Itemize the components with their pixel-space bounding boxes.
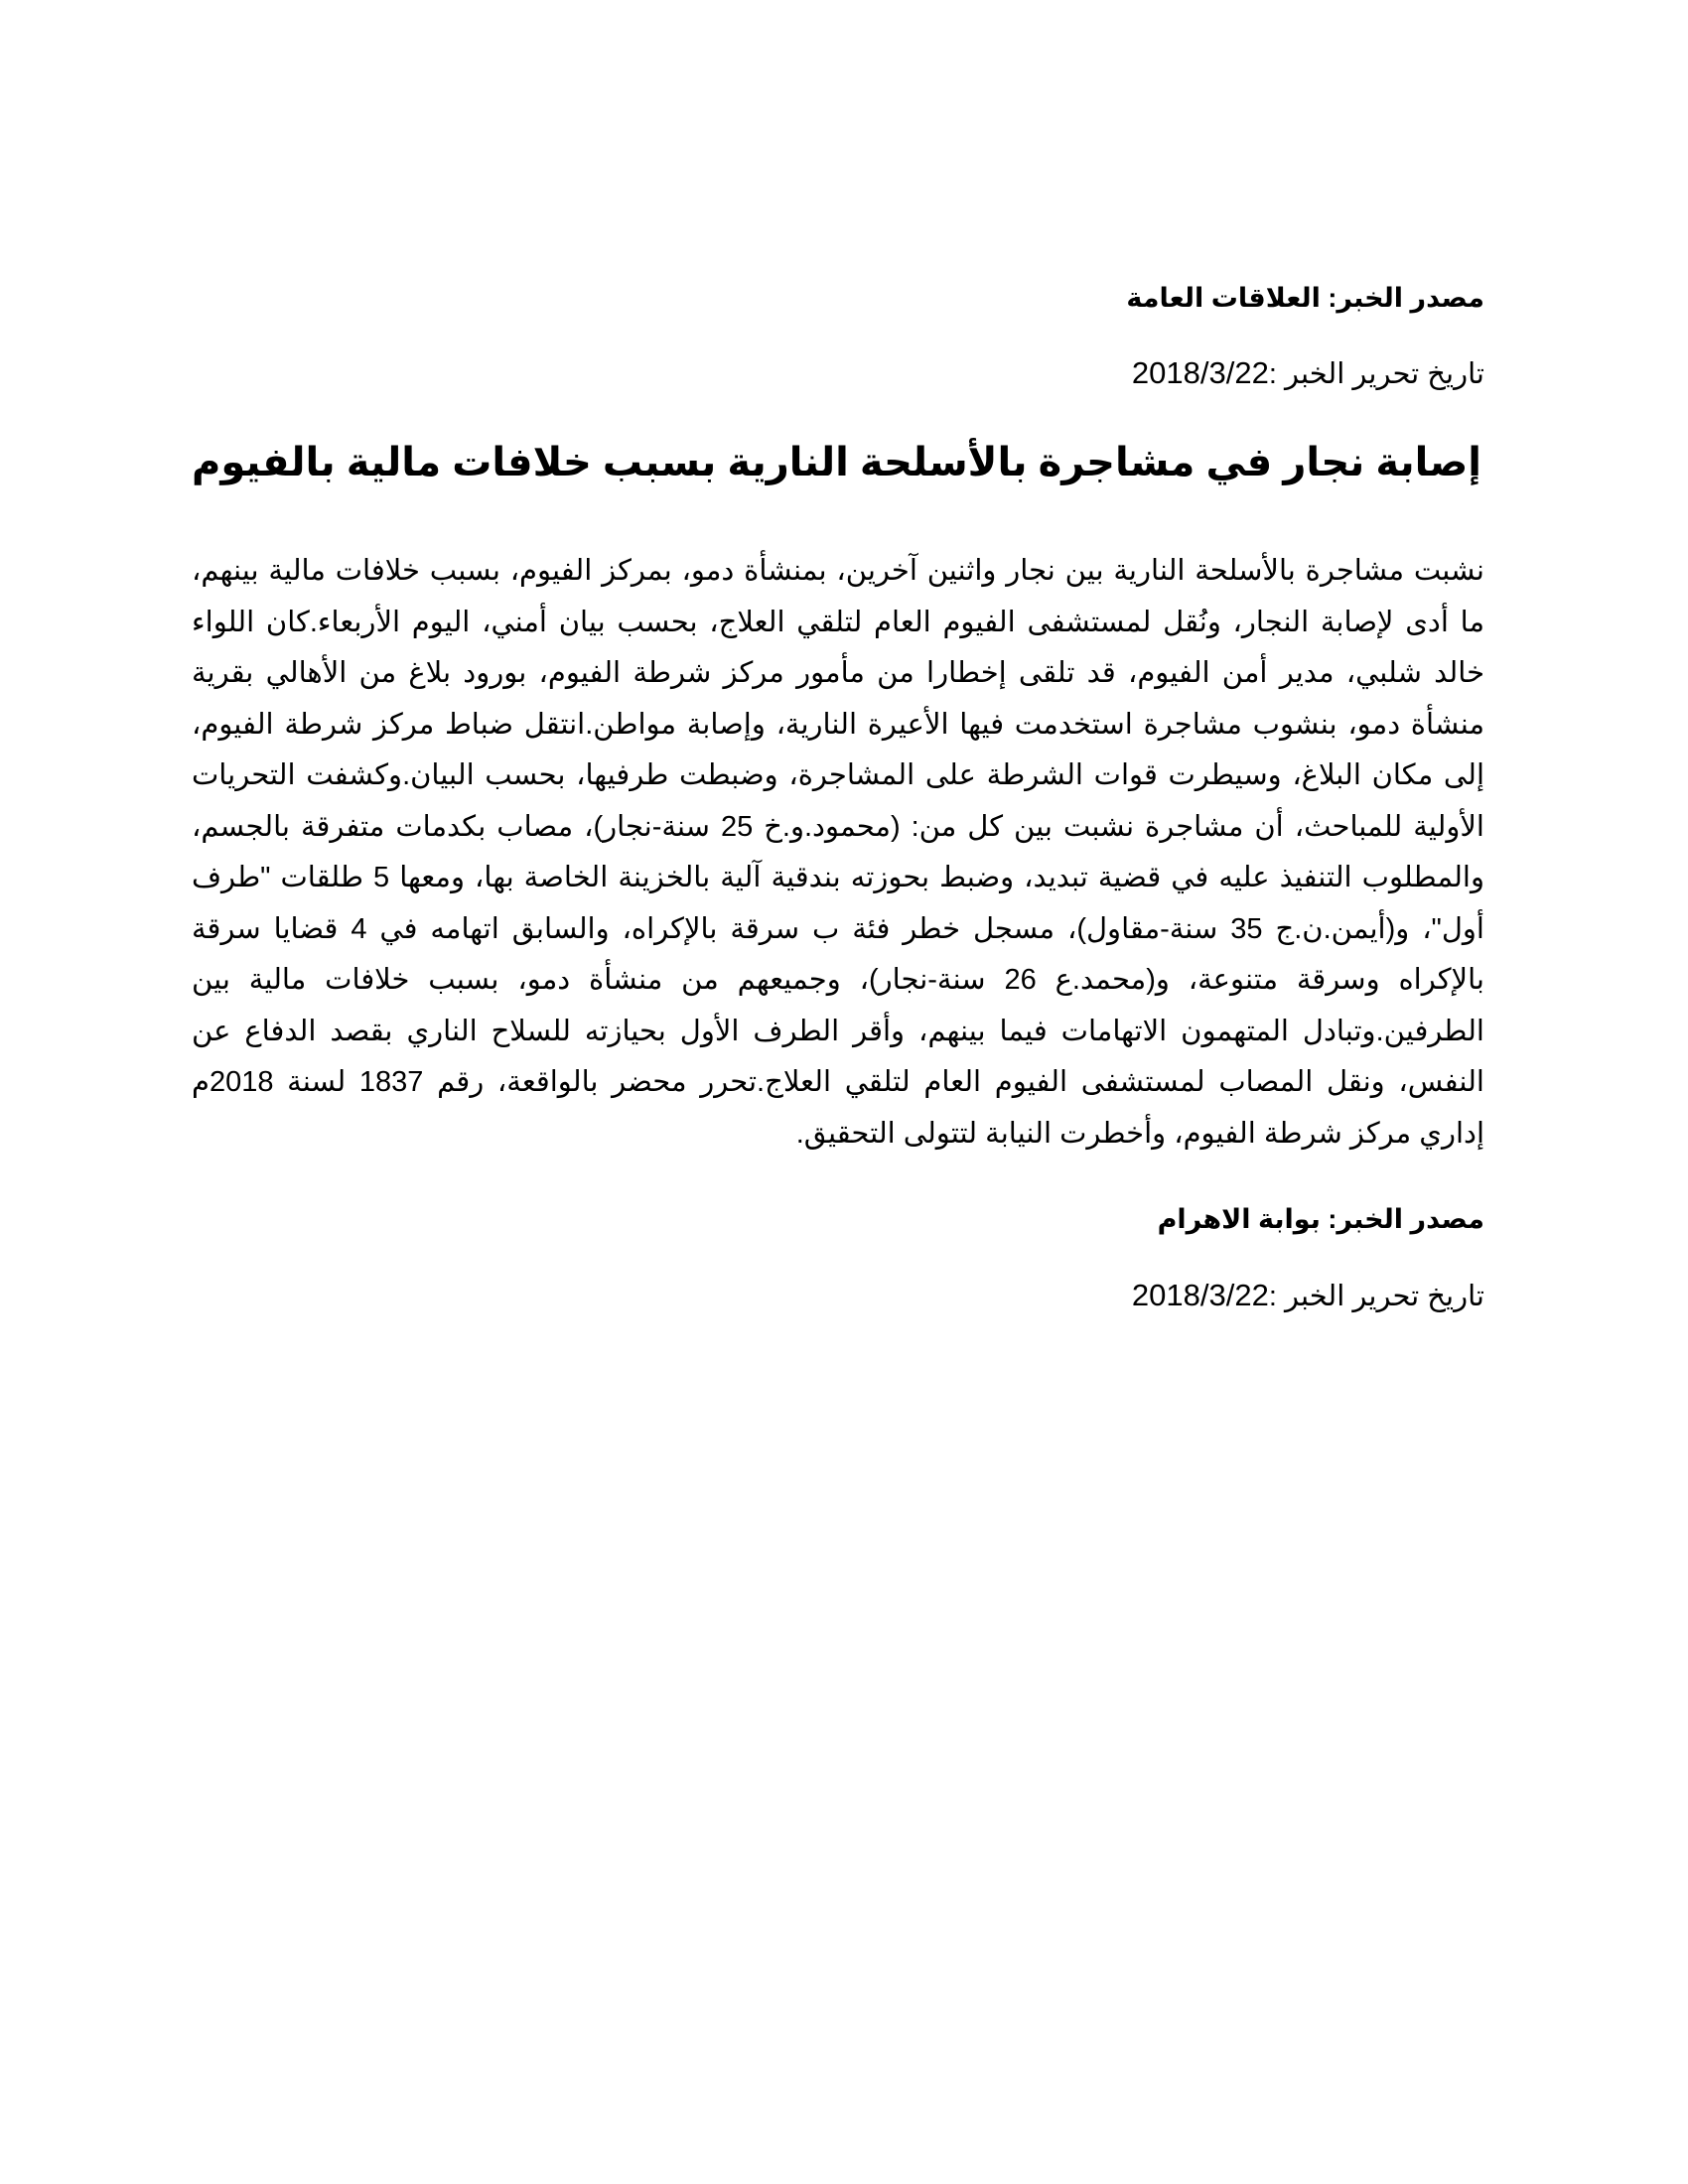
footer-source-label: مصدر الخبر (1336, 1204, 1484, 1234)
news-date-value: 2018/3/22 (1131, 355, 1269, 390)
news-date-line: تاريخ تحرير الخبر :2018/3/22 (392, 353, 1484, 394)
news-source-value: العلاقات العامة (1126, 283, 1321, 313)
news-source-label: مصدر الخبر (1336, 283, 1484, 313)
footer-date-value: 2018/3/22 (1131, 1278, 1269, 1312)
news-date-label: تاريخ تحرير الخبر (1284, 358, 1484, 390)
footer-source-value: بوابة الاهرام (1157, 1204, 1321, 1234)
footer-date-label: تاريخ تحرير الخبر (1284, 1281, 1484, 1312)
article-body: نشبت مشاجرة بالأسلحة النارية بين نجار واثنين آخرين، بمنشأة دمو، بمركز الفيوم، بسبب خلافات مالية بينهم، ما أدى لإصابة النجار، ونُقل لمستشفى الفيوم العام لتلقي العلاج، بحسب بيان أمني، اليوم الأربعاء.كان اللواء خالد شلبي، مدير أمن الفيوم، قد تلقى إخطارا من مأمور مركز شرطة الفيوم، بورود بلاغ من الأهالي بقرية منشأة دمو، بنشوب مشاجرة استخدمت فيها الأعيرة النارية، وإصابة مواطن.انتقل ضباط مركز شرطة الفيوم، إلى مكان البلاغ، وسيطرت قوات الشرطة على المشاجرة، وضبطت طرفيها، بحسب البيان.وكشفت التحريات الأولية للمباحث، أن مشاجرة نشبت بين كل من: (محمود.و.خ 25 سنة-نجار)، مصاب بكدمات متفرقة بالجسم، والمطلوب التنفيذ عليه في قضية تبديد، وضبط بحوزته بندقية آلية بالخزينة الخاصة بها، ومعها 5 طلقات "طرف أول"، و(أيمن.ن.ج 35 سنة-مقاول)، مسجل خطر فئة ب سرقة بالإكراه، والسابق اتهامه في 4 قضايا سرقة بالإكراه وسرقة متنوعة، و(محمد.ع 26 سنة-نجار)، وجميعهم من منشأة دمو، بسبب خلافات مالية بين الطرفين.وتبادل المتهمون الاتهامات فيما بينهم، وأقر الطرف الأول بحيازته للسلاح الناري بقصد الدفاع عن النفس، ونقل المصاب لمستشفى الفيوم العام لتلقي العلاج.تحرر محضر بالواقعة، رقم 1837 لسنة 2018م إداري مركز شرطة الفيوم، وأخطرت النيابة لتتولى التحقيق. (192, 555, 1484, 1150)
news-source-line: مصدر الخبر: العلاقات العامة (1126, 283, 1484, 313)
footer-date-line: تاريخ تحرير الخبر :2018/3/22 (392, 1276, 1484, 1316)
article-headline: إصابة نجار في مشاجرة بالأسلحة النارية بسبب خلافات مالية بالفيوم (192, 441, 1481, 484)
footer-source-line: مصدر الخبر: بوابة الاهرام (1157, 1204, 1484, 1234)
